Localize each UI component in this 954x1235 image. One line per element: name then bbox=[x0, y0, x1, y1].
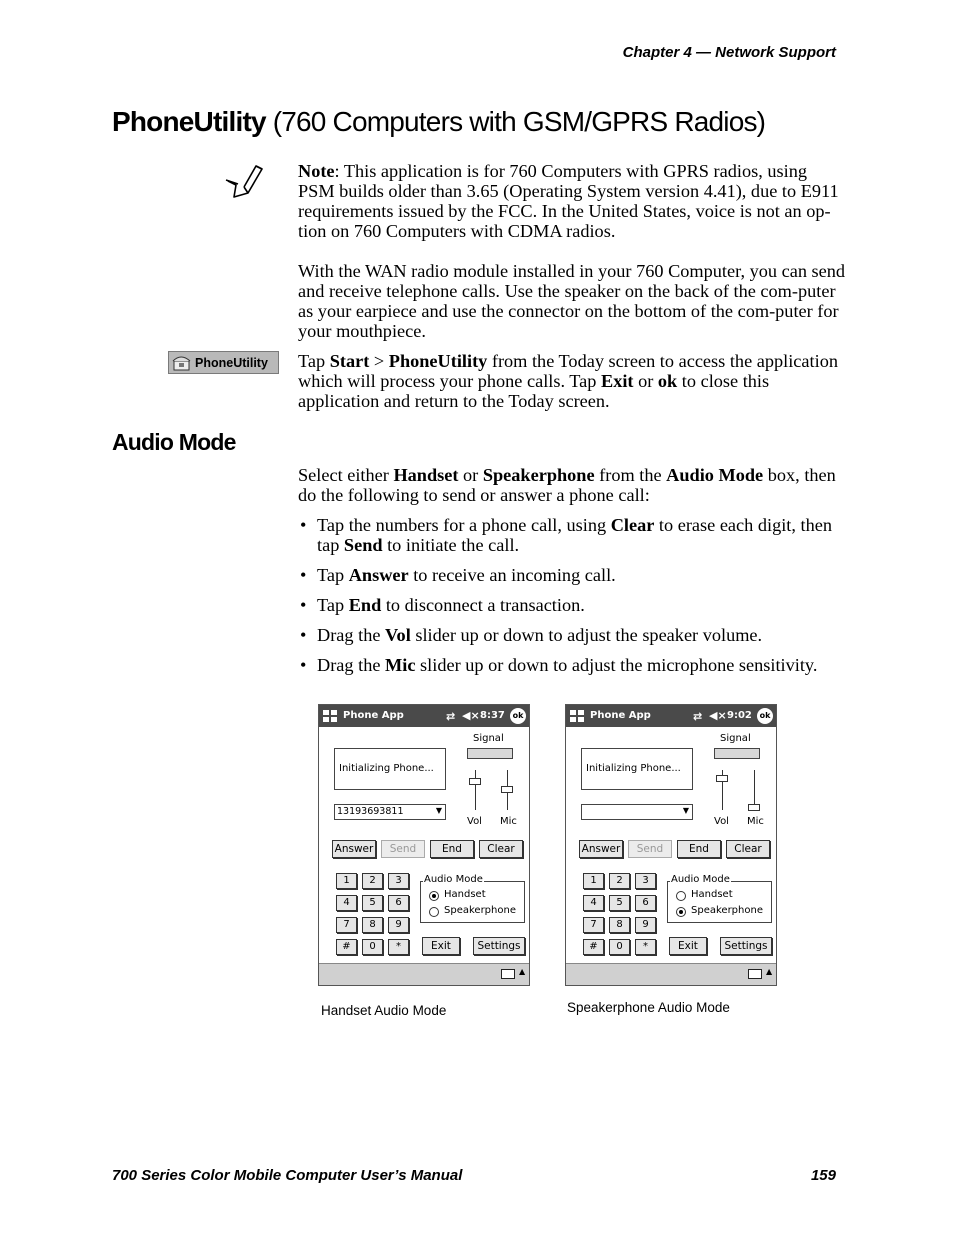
select-paragraph: Select either Handset or Speakerphone from the Audio Mode box, then do the following to send or answer a phone call: bbox=[298, 465, 836, 505]
connectivity-icon[interactable]: ⇄ bbox=[693, 710, 703, 723]
key-8[interactable]: 8 bbox=[362, 917, 383, 933]
mic-slider-thumb[interactable] bbox=[501, 786, 513, 793]
clock[interactable]: 8:37 bbox=[480, 710, 505, 721]
key-star[interactable]: * bbox=[388, 939, 409, 955]
page-number: 159 bbox=[810, 1167, 836, 1184]
status-box: Initializing Phone... bbox=[581, 748, 693, 790]
connectivity-icon[interactable]: ⇄ bbox=[446, 710, 456, 723]
key-1[interactable]: 1 bbox=[336, 873, 357, 889]
answer-button[interactable]: Answer bbox=[332, 840, 376, 858]
ok-button[interactable]: ok bbox=[510, 708, 526, 724]
answer-button[interactable]: Answer bbox=[579, 840, 623, 858]
section-title-audio-mode: Audio Mode bbox=[112, 429, 236, 455]
handset-label[interactable]: Handset bbox=[691, 889, 733, 900]
note-pencil-icon bbox=[222, 163, 266, 203]
list-item: • Tap Answer to receive an incoming call. bbox=[300, 565, 616, 585]
ok-button[interactable]: ok bbox=[757, 708, 773, 724]
title-bold: PhoneUtility bbox=[112, 106, 266, 137]
menu-bar bbox=[566, 963, 776, 986]
list-item: • Tap the numbers for a phone call, using Clear to erase each digit, then tap Send to initiate the call. bbox=[300, 515, 833, 555]
handset-label[interactable]: Handset bbox=[444, 889, 486, 900]
vol-label: Vol bbox=[714, 816, 729, 827]
status-box: Initializing Phone... bbox=[334, 748, 446, 790]
audio-mode-title: Audio Mode bbox=[671, 874, 730, 885]
send-button[interactable]: Send bbox=[628, 840, 672, 858]
app-title: Phone App bbox=[343, 710, 404, 721]
audio-mode-title: Audio Mode bbox=[424, 874, 483, 885]
list-item: • Drag the Vol slider up or down to adjust the speaker volume. bbox=[300, 625, 763, 645]
speaker-icon[interactable]: ◀× bbox=[709, 709, 727, 722]
list-item: • Tap End to disconnect a transaction. bbox=[300, 595, 585, 615]
exit-button[interactable]: Exit bbox=[669, 937, 707, 955]
title-bar bbox=[319, 705, 529, 727]
mic-label: Mic bbox=[747, 816, 764, 827]
caption-handset: Handset Audio Mode bbox=[321, 1003, 447, 1018]
key-2[interactable]: 2 bbox=[362, 873, 383, 889]
keyboard-icon[interactable] bbox=[748, 969, 762, 979]
key-1[interactable]: 1 bbox=[583, 873, 604, 889]
page-title bbox=[112, 106, 765, 138]
key-4[interactable]: 4 bbox=[583, 895, 604, 911]
key-9[interactable]: 9 bbox=[635, 917, 656, 933]
speakerphone-label[interactable]: Speakerphone bbox=[691, 905, 763, 916]
instruction-list bbox=[298, 515, 846, 685]
settings-button[interactable]: Settings bbox=[720, 937, 772, 955]
signal-label: Signal bbox=[473, 733, 504, 744]
audio-mode-group bbox=[420, 881, 525, 923]
key-5[interactable]: 5 bbox=[609, 895, 630, 911]
key-4[interactable]: 4 bbox=[336, 895, 357, 911]
key-hash[interactable]: # bbox=[336, 939, 357, 955]
intro-paragraph: With the WAN radio module installed in your 760 Computer, you can send and receive telephone calls. Use the speaker on the back of the com-puter as your earpiece and use the connector on the bottom of the com-puter for your mouthpiece. bbox=[298, 261, 846, 341]
app-title: Phone App bbox=[590, 710, 651, 721]
key-2[interactable]: 2 bbox=[609, 873, 630, 889]
title-bar bbox=[566, 705, 776, 727]
key-7[interactable]: 7 bbox=[583, 917, 604, 933]
title-rest: (760 Computers with GSM/GPRS Radios) bbox=[265, 106, 766, 137]
windows-start-icon[interactable] bbox=[569, 708, 585, 724]
key-7[interactable]: 7 bbox=[336, 917, 357, 933]
key-3[interactable]: 3 bbox=[388, 873, 409, 889]
screenshot-handset bbox=[318, 704, 530, 986]
end-button[interactable]: End bbox=[430, 840, 474, 858]
speakerphone-radio[interactable] bbox=[676, 907, 686, 917]
key-0[interactable]: 0 bbox=[362, 939, 383, 955]
menu-bar bbox=[319, 963, 529, 986]
dropdown-arrow-icon[interactable]: ▼ bbox=[682, 806, 689, 815]
note-label: Note bbox=[298, 161, 335, 181]
caption-speakerphone: Speakerphone Audio Mode bbox=[567, 1000, 730, 1015]
exit-button[interactable]: Exit bbox=[422, 937, 460, 955]
tap-paragraph: Tap Start > PhoneUtility from the Today screen to access the application which will process your phone calls. Tap Exit or ok to close this application and return to the Today screen. bbox=[298, 351, 838, 411]
key-star[interactable]: * bbox=[635, 939, 656, 955]
number-combo[interactable]: 13193693811 ▼ bbox=[334, 804, 446, 820]
note-paragraph: Note: This application is for 760 Computers with GPRS radios, using PSM builds older than 3.65 (Operating System version 4.41), due to E911 requirements issued by the FCC. In the United States, voice is not an op-tion on 760 Computers with CDMA radios. bbox=[298, 161, 839, 241]
handset-radio[interactable] bbox=[676, 891, 686, 901]
key-hash[interactable]: # bbox=[583, 939, 604, 955]
dropdown-arrow-icon[interactable]: ▼ bbox=[435, 806, 442, 815]
speaker-icon[interactable]: ◀× bbox=[462, 709, 480, 722]
clear-button[interactable]: Clear bbox=[479, 840, 523, 858]
key-5[interactable]: 5 bbox=[362, 895, 383, 911]
mic-label: Mic bbox=[500, 816, 517, 827]
list-item: • Drag the Mic slider up or down to adjust the microphone sensitivity. bbox=[300, 655, 818, 675]
footer-title: 700 Series Color Mobile Computer User’s Manual bbox=[112, 1167, 463, 1184]
speakerphone-radio[interactable] bbox=[429, 907, 439, 917]
clock[interactable]: 9:02 bbox=[727, 710, 752, 721]
signal-label: Signal bbox=[720, 733, 751, 744]
mic-slider-thumb[interactable] bbox=[748, 804, 760, 811]
signal-meter bbox=[714, 748, 760, 759]
key-8[interactable]: 8 bbox=[609, 917, 630, 933]
page-header: Chapter 4 — Network Support bbox=[622, 44, 836, 61]
windows-start-icon[interactable] bbox=[322, 708, 338, 724]
key-3[interactable]: 3 bbox=[635, 873, 656, 889]
number-combo[interactable] bbox=[581, 804, 693, 820]
vol-slider-track[interactable] bbox=[475, 770, 476, 810]
vol-slider-thumb[interactable] bbox=[469, 778, 481, 785]
vol-slider-thumb[interactable] bbox=[716, 775, 728, 782]
key-9[interactable]: 9 bbox=[388, 917, 409, 933]
key-6[interactable]: 6 bbox=[635, 895, 656, 911]
settings-button[interactable]: Settings bbox=[473, 937, 525, 955]
keyboard-icon[interactable] bbox=[501, 969, 515, 979]
screenshot-speakerphone bbox=[565, 704, 777, 986]
end-button[interactable]: End bbox=[677, 840, 721, 858]
audio-mode-group bbox=[667, 881, 772, 923]
send-button[interactable]: Send bbox=[381, 840, 425, 858]
speakerphone-label[interactable]: Speakerphone bbox=[444, 905, 516, 916]
signal-meter bbox=[467, 748, 513, 759]
phone-icon bbox=[172, 354, 192, 372]
sip-arrow-icon[interactable]: ▲ bbox=[766, 967, 773, 976]
vol-label: Vol bbox=[467, 816, 482, 827]
clear-button[interactable]: Clear bbox=[726, 840, 770, 858]
phoneutility-badge: PhoneUtility bbox=[168, 351, 279, 374]
key-6[interactable]: 6 bbox=[388, 895, 409, 911]
key-0[interactable]: 0 bbox=[609, 939, 630, 955]
handset-radio[interactable] bbox=[429, 891, 439, 901]
sip-arrow-icon[interactable]: ▲ bbox=[519, 967, 526, 976]
